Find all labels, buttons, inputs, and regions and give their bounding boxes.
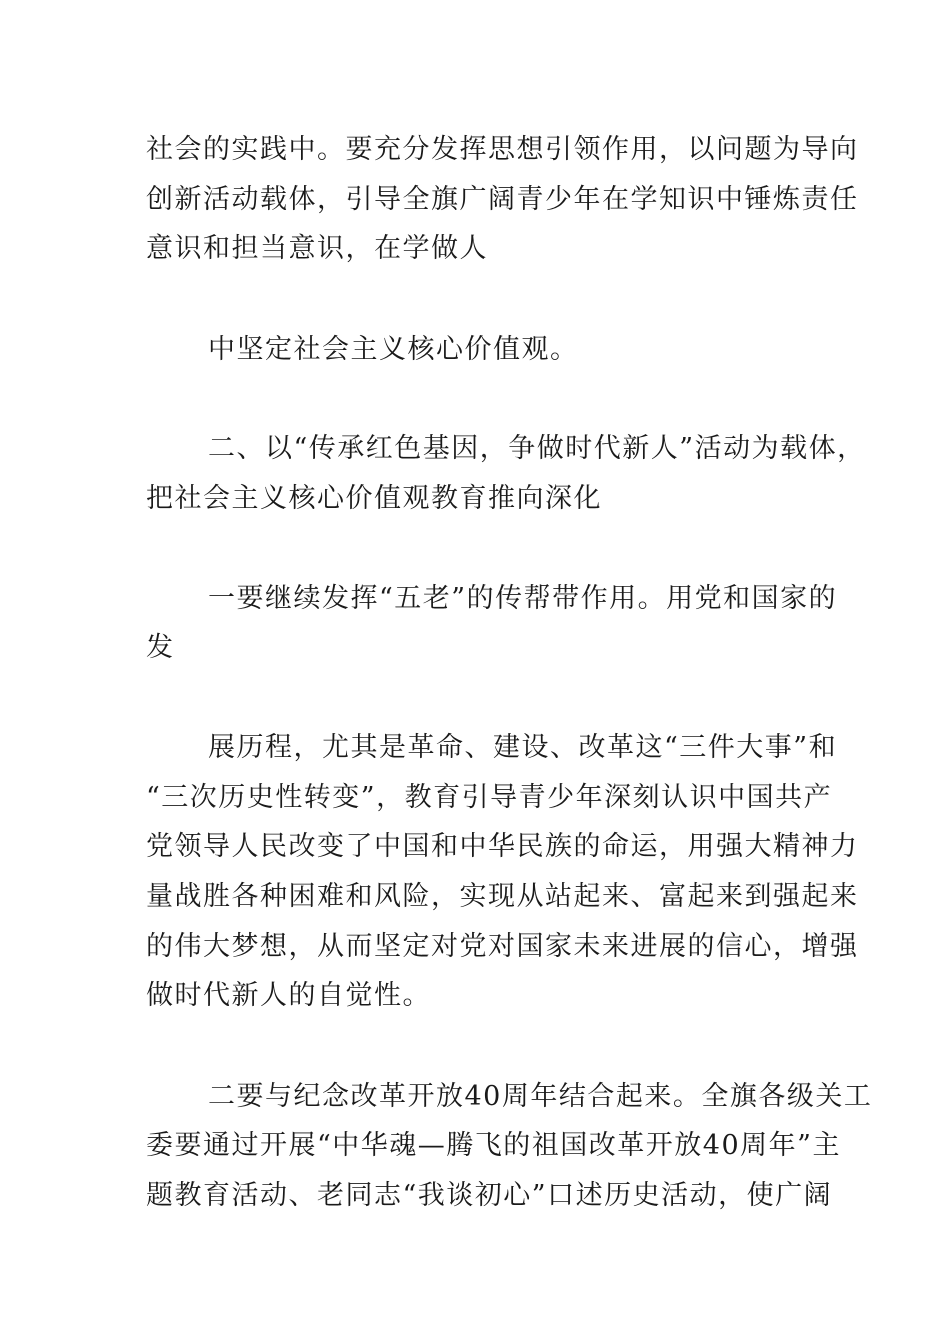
paragraph-6-line-1: 二要与纪念改革开放40周年结合起来。全旗各级关工 [208, 1081, 873, 1112]
paragraph-4-line-2: 发 [146, 632, 175, 663]
paragraph-5-line-2: “三次历史性转变”，教育引导青少年深刻认识中国共产 [146, 782, 833, 813]
paragraph-5-line-1: 展历程，尤其是革命、建设、改革这“三件大事”和 [208, 732, 838, 763]
paragraph-1-line-2: 创新活动载体，引导全旗广阔青少年在学知识中锤炼责任 [146, 184, 859, 215]
section-heading-line-1: 二、以“传承红色基因，争做时代新人”活动为载体， [208, 433, 866, 464]
paragraph-5-line-3: 党领导人民改变了中国和中华民族的命运，用强大精神力 [146, 831, 859, 862]
paragraph-5-line-6: 做时代新人的自觉性。 [146, 980, 431, 1011]
paragraph-1-line-3: 意识和担当意识，在学做人 [146, 233, 488, 264]
paragraph-6-line-2: 委要通过开展“中华魂—腾飞的祖国改革开放40周年”主 [146, 1130, 841, 1161]
section-heading-line-2: 把社会主义核心价值观教育推向深化 [146, 483, 602, 514]
paragraph-4-line-1: 一要继续发挥“五老”的传帮带作用。用党和国家的 [208, 583, 838, 614]
paragraph-6-line-3: 题教育活动、老同志“我谈初心”口述历史活动，使广阔 [146, 1180, 833, 1211]
paragraph-1-line-1: 社会的实践中。要充分发挥思想引领作用，以问题为导向 [146, 134, 859, 165]
paragraph-2-line-1: 中坚定社会主义核心价值观。 [208, 334, 579, 365]
paragraph-5-line-4: 量战胜各种困难和风险，实现从站起来、富起来到强起来 [146, 881, 859, 912]
paragraph-5-line-5: 的伟大梦想，从而坚定对党对国家未来进展的信心，增强 [146, 931, 859, 962]
